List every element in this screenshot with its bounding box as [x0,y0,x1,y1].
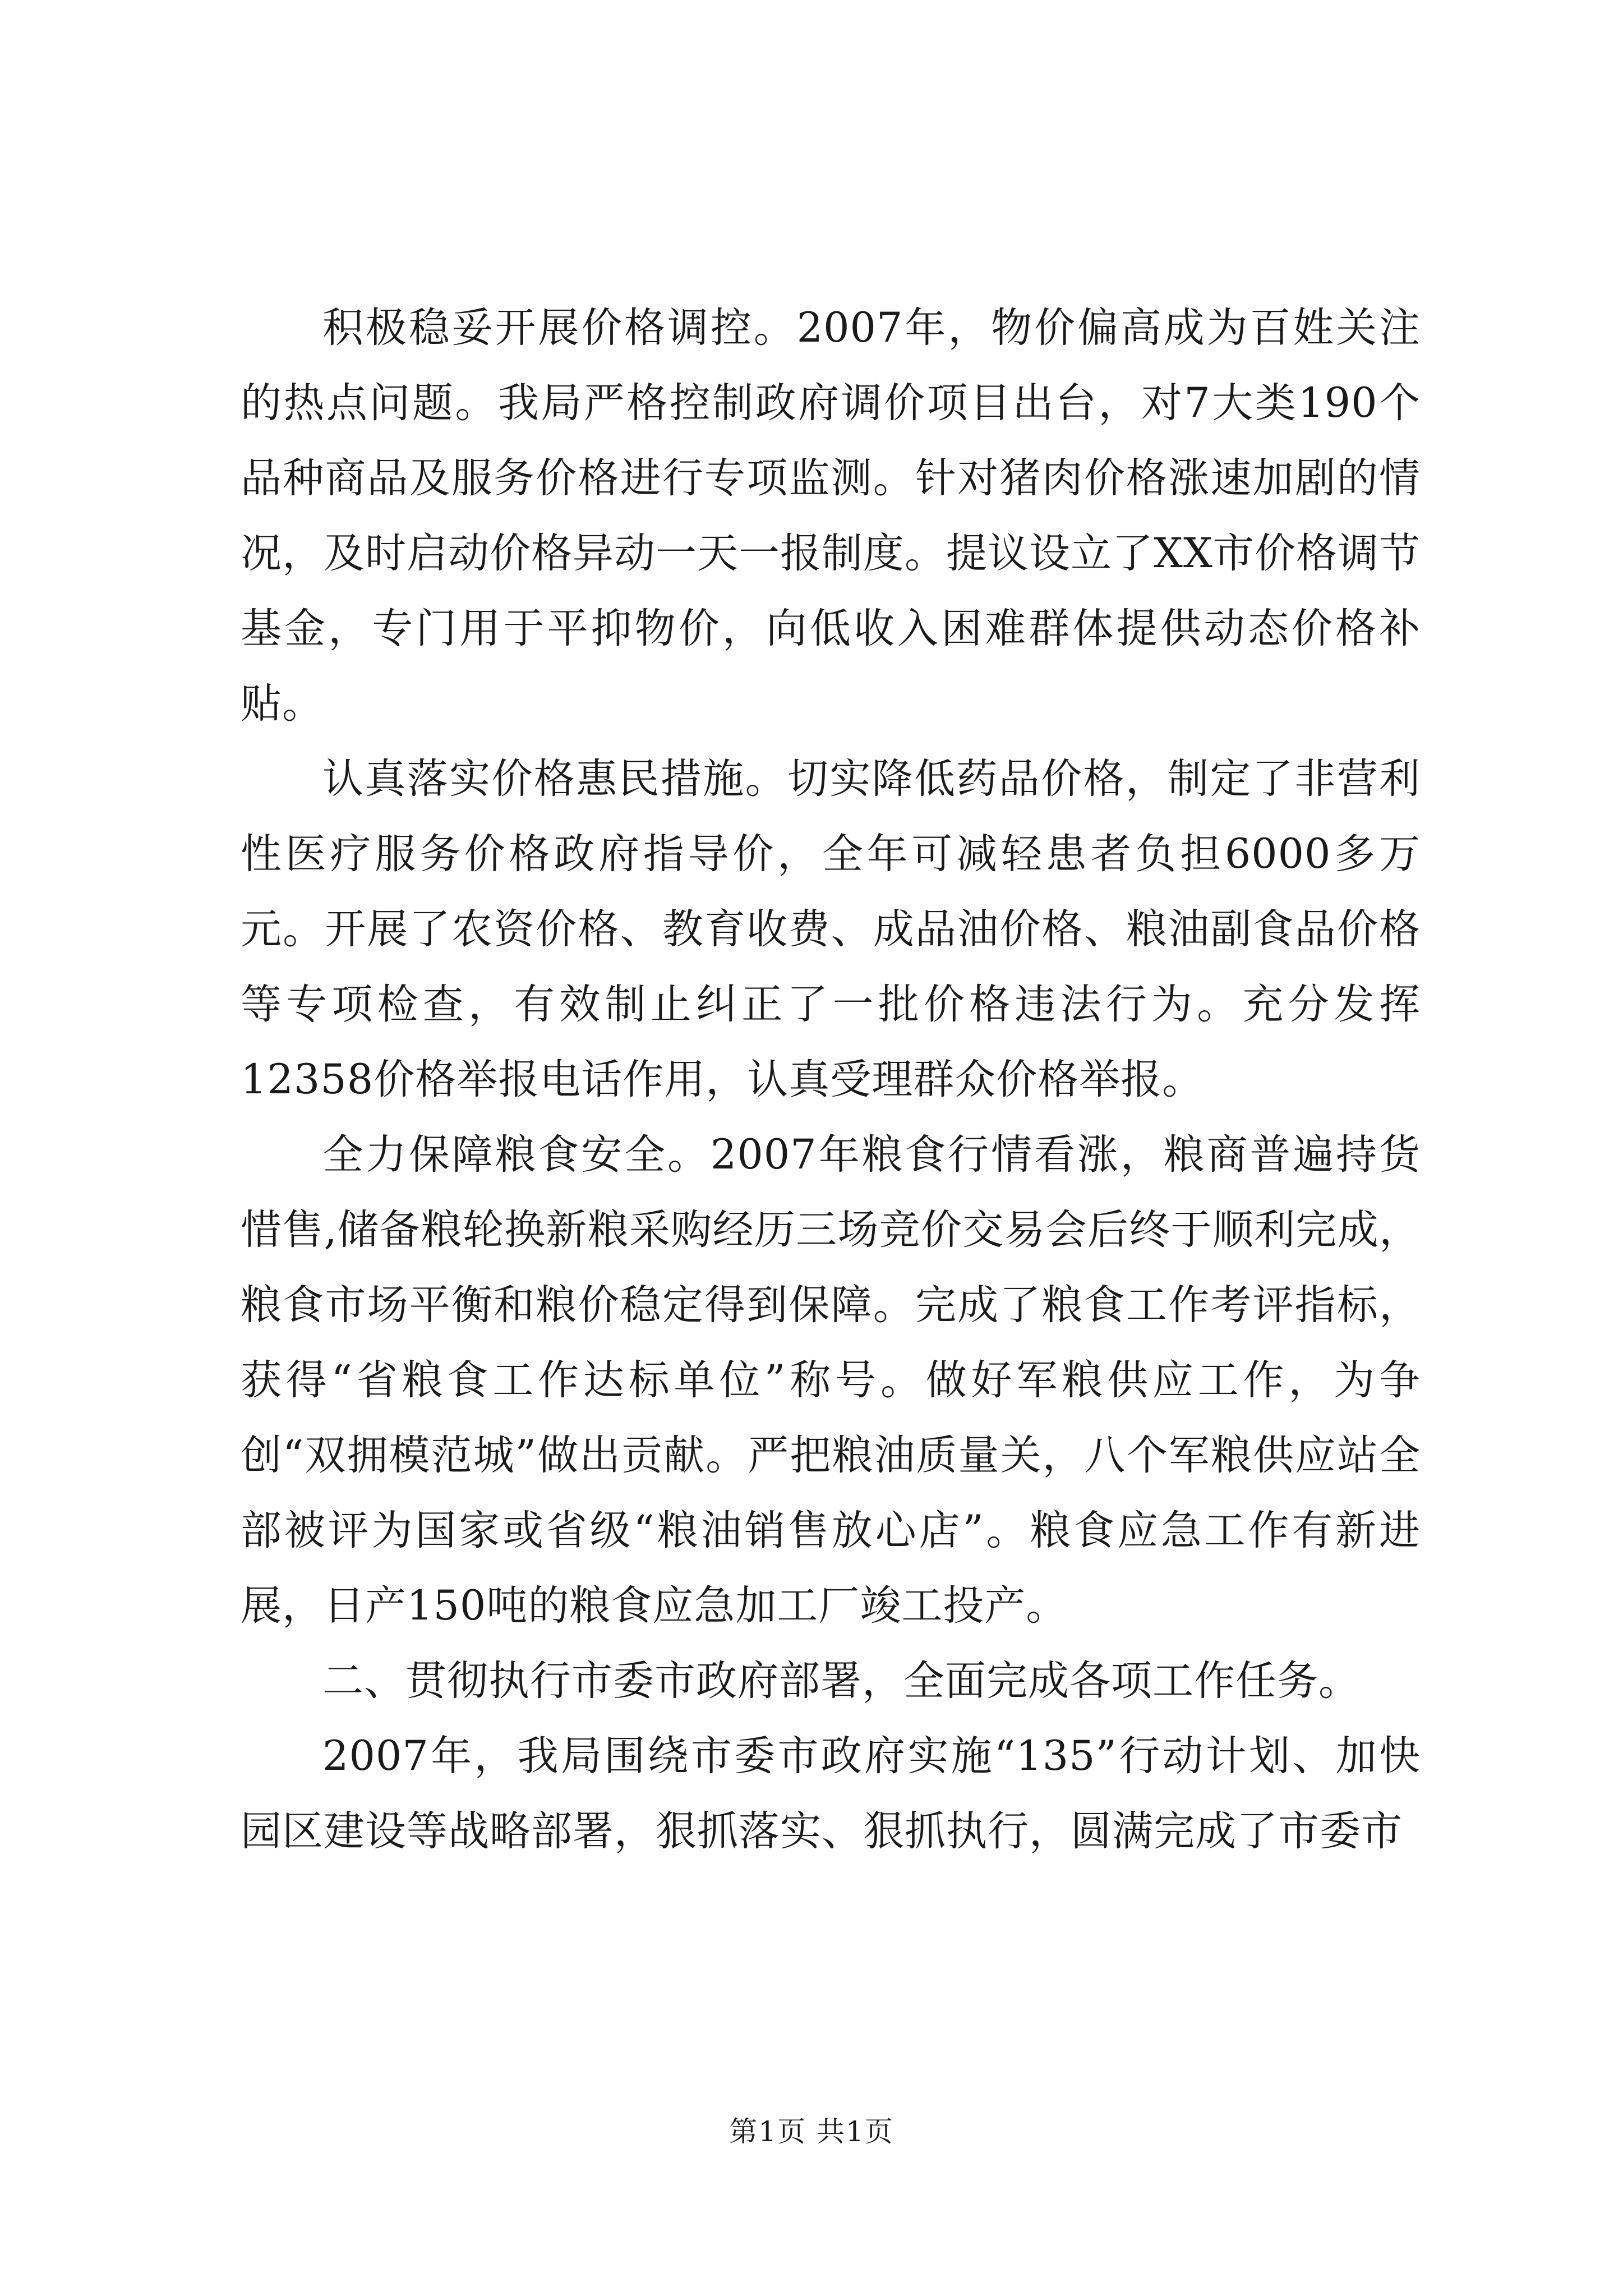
page-footer: 第1页 共1页 [729,2115,894,2148]
paragraph-price-regulation: 积极稳妥开展价格调控。2007年，物价偏高成为百姓关注的热点问题。我局严格控制政府调价项目出台，对7大类190个品种商品及服务价格进行专项监测。针对猪肉价格涨速加剧的情况，及时启动价格异动一天一报制度。提议设立了XX市价格调节基金，专门用于平抑物价，向低收入困难群体提供动态价格补贴。 [241,304,1421,728]
section-heading-two: 二、贯彻执行市委市政府部署，全面完成各项工作任务。 [322,1657,1360,1705]
document-body [241,291,1421,1869]
paragraph-price-benefit-measures: 认真落实价格惠民措施。切实降低药品价格，制定了非营利性医疗服务价格政府指导价，全年可减轻患者负担6000多万元。开展了农资价格、教育收费、成品油价格、粮油副食品价格等专项检查，有效制止纠正了一批价格违法行为。充分发挥12358价格举报电话作用，认真受理群众价格举报。 [241,755,1421,1103]
paragraph-grain-security: 全力保障粮食安全。2007年粮食行情看涨，粮商普遍持货惜售,储备粮轮换新粮采购经历三场竞价交易会后终于顺利完成，粮食市场平衡和粮价稳定得到保障。完成了粮食工作考评指标，获得“省粮食工作达标单位”称号。做好军粮供应工作，为争创“双拥模范城”做出贡献。严把粮油质量关，八个军粮供应站全部被评为国家或省级“粮油销售放心店”。粮食应急工作有新进展，日产150吨的粮食应急加工厂竣工投产。 [241,1131,1421,1630]
paragraph-2007-work: 2007年，我局围绕市委市政府实施“135”行动计划、加快园区建设等战略部署，狠抓落实、狠抓执行，圆满完成了市委市 [241,1732,1421,1855]
